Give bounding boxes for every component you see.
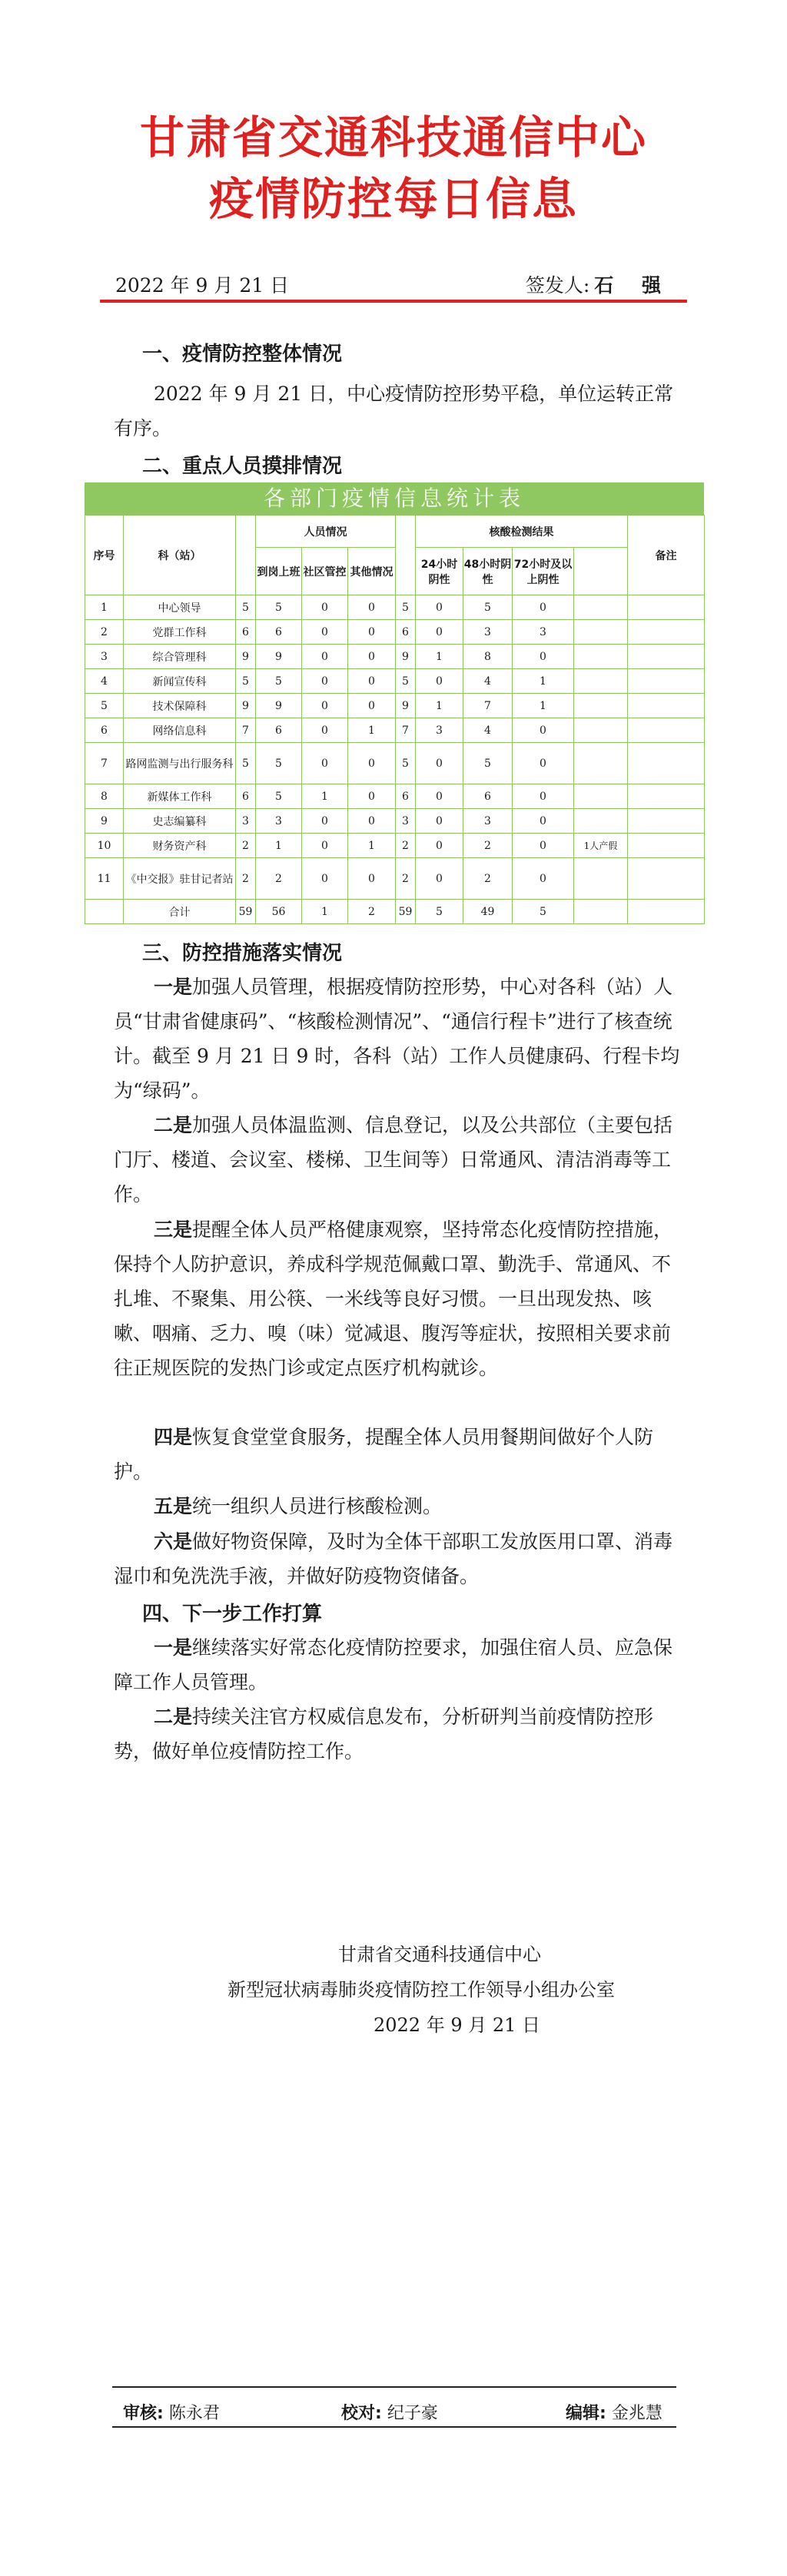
cell-community: 0 <box>302 694 348 718</box>
cell-total: 2 <box>236 834 256 858</box>
cell-total: 7 <box>236 718 256 743</box>
proof-name: 纪子豪 <box>387 2404 438 2423</box>
cell-h48: 5 <box>463 595 513 620</box>
cell-other: 0 <box>348 784 396 809</box>
cell-no: 2 <box>85 620 124 645</box>
cell-h72: 1 <box>513 694 574 718</box>
col-h48: 48小时阴性 <box>463 548 513 595</box>
lead-2: 二是 <box>154 1114 193 1136</box>
cell-community: 0 <box>302 595 348 620</box>
cell-h48: 3 <box>463 620 513 645</box>
lead-5: 五是 <box>154 1495 193 1517</box>
cell-no: 1 <box>85 595 124 620</box>
section-2-title: 二、重点人员摸排情况 <box>142 455 343 478</box>
cell-remark <box>574 620 628 645</box>
cell-remark <box>574 809 628 834</box>
cell-remark <box>574 784 628 809</box>
cell-onduty: 9 <box>256 645 302 669</box>
cell-other: 0 <box>348 595 396 620</box>
cell-no: 6 <box>85 718 124 743</box>
col-h72: 72小时及以上阴性 <box>513 548 574 595</box>
cell-pad <box>628 669 705 694</box>
cell-dept: 财务资产科 <box>124 834 236 858</box>
cell-total: 9 <box>236 694 256 718</box>
edit-label: 编辑: <box>566 2404 606 2423</box>
col-tested <box>396 516 416 595</box>
cell-h24: 0 <box>416 595 463 620</box>
cell-community: 0 <box>302 645 348 669</box>
cell-h48: 5 <box>463 743 513 784</box>
footer-edit <box>566 2400 662 2424</box>
cell-pad <box>628 743 705 784</box>
cell-h24: 0 <box>416 834 463 858</box>
table-row <box>85 694 705 718</box>
cell-h72: 0 <box>513 784 574 809</box>
cell-h72: 0 <box>513 595 574 620</box>
cell-community: 0 <box>302 809 348 834</box>
cell-h72: 0 <box>513 645 574 669</box>
cell-pad <box>628 858 705 900</box>
cell-no: 11 <box>85 858 124 900</box>
stats-table <box>85 482 704 924</box>
cell-h24: 0 <box>416 669 463 694</box>
cell-remark <box>574 669 628 694</box>
cell-h48: 3 <box>463 809 513 834</box>
cell-remark <box>574 694 628 718</box>
para-4-text: 恢复食堂堂食服务，提醒全体人员用餐期间做好个人防护。 <box>114 1426 654 1483</box>
table-row <box>85 645 705 669</box>
section-3-para-1 <box>114 970 682 1108</box>
table-row <box>85 834 705 858</box>
cell-h72: 3 <box>513 620 574 645</box>
cell-remark: 1人产假 <box>574 834 628 858</box>
table-total-row <box>85 900 705 924</box>
cell-h24: 0 <box>416 620 463 645</box>
cell-onduty: 5 <box>256 595 302 620</box>
cell-total: 3 <box>236 809 256 834</box>
cell-dept: 新闻宣传科 <box>124 669 236 694</box>
cell-tested: 6 <box>396 620 416 645</box>
footer-review <box>123 2400 220 2424</box>
cell-onduty: 5 <box>256 743 302 784</box>
table-row <box>85 718 705 743</box>
cell-pad <box>628 620 705 645</box>
footer-bottom-line <box>112 2426 676 2428</box>
cell-other: 0 <box>348 645 396 669</box>
doc-date: 2022 年 9 月 21 日 <box>115 274 290 297</box>
cell-community: 1 <box>302 784 348 809</box>
cell-no: 4 <box>85 669 124 694</box>
cell-h24: 1 <box>416 694 463 718</box>
table-row <box>85 595 705 620</box>
cell-tested: 59 <box>396 900 416 924</box>
cell-h24: 0 <box>416 743 463 784</box>
cell-no: 3 <box>85 645 124 669</box>
cell-pad <box>628 809 705 834</box>
cell-dept: 《中交报》驻甘记者站 <box>124 858 236 900</box>
cell-other: 0 <box>348 809 396 834</box>
col-test-group: 核酸检测结果 <box>416 516 628 548</box>
table-row <box>85 620 705 645</box>
cell-total: 6 <box>236 620 256 645</box>
section-3-title: 三、防控措施落实情况 <box>142 942 343 965</box>
para-2-text: 加强人员体温监测、信息登记，以及公共部位（主要包括门厅、楼道、会议室、楼梯、卫生间等）日常通风、清洁消毒等工作。 <box>114 1114 673 1205</box>
cell-h72: 1 <box>513 669 574 694</box>
cell-h24: 5 <box>416 900 463 924</box>
table-body <box>85 595 705 900</box>
cell-remark <box>574 858 628 900</box>
cell-h24: 0 <box>416 858 463 900</box>
cell-no: 5 <box>85 694 124 718</box>
cell-remark <box>574 645 628 669</box>
cell-total: 5 <box>236 743 256 784</box>
cell-onduty: 5 <box>256 669 302 694</box>
cell-h72: 0 <box>513 743 574 784</box>
cell-tested: 2 <box>396 858 416 900</box>
cell-h48: 2 <box>463 834 513 858</box>
cell-tested: 9 <box>396 694 416 718</box>
lead-4: 四是 <box>154 1426 193 1448</box>
edit-name: 金兆慧 <box>611 2404 662 2423</box>
footer-top-line <box>112 2386 676 2388</box>
cell-tested: 9 <box>396 645 416 669</box>
cell-other: 0 <box>348 669 396 694</box>
cell-other: 1 <box>348 718 396 743</box>
cell-pad <box>628 694 705 718</box>
section-4-para-1 <box>114 1630 682 1699</box>
para-5-text: 统一组织人员进行核酸检测。 <box>192 1495 443 1517</box>
cell-h24: 0 <box>416 784 463 809</box>
cell-h24: 1 <box>416 645 463 669</box>
section-3-para-5 <box>114 1489 682 1523</box>
issuer-name: 石 强 <box>594 274 672 297</box>
cell-onduty: 56 <box>256 900 302 924</box>
col-seq: 序号 <box>85 516 124 595</box>
table-row <box>85 669 705 694</box>
cell-remark <box>574 595 628 620</box>
table-row <box>85 743 705 784</box>
cell-pad <box>628 645 705 669</box>
section-4-para-2 <box>114 1699 682 1769</box>
section-3-para-2 <box>114 1108 682 1212</box>
section-3-para-3 <box>114 1212 682 1385</box>
cell-other: 2 <box>348 900 396 924</box>
col-community: 社区管控 <box>302 548 348 595</box>
cell-tested: 5 <box>396 669 416 694</box>
header-divider <box>100 300 687 303</box>
cell-remark <box>574 718 628 743</box>
cell-h48: 7 <box>463 694 513 718</box>
cell-community: 0 <box>302 718 348 743</box>
col-other: 其他情况 <box>348 548 396 595</box>
cell-dept: 路网监测与出行服务科 <box>124 743 236 784</box>
proof-label: 校对: <box>341 2404 382 2423</box>
cell-no: 8 <box>85 784 124 809</box>
cell-onduty: 6 <box>256 718 302 743</box>
col-h24: 24小时阴性 <box>416 548 463 595</box>
signature-office: 新型冠状病毒肺炎疫情防控工作领导小组办公室 <box>227 1979 615 2001</box>
cell-h48: 2 <box>463 858 513 900</box>
cell-other: 0 <box>348 694 396 718</box>
cell-h72: 5 <box>513 900 574 924</box>
cell-tested: 5 <box>396 743 416 784</box>
cell-remark <box>574 743 628 784</box>
cell-pad <box>628 834 705 858</box>
cell-h24: 3 <box>416 718 463 743</box>
para-8-text: 持续关注官方权威信息发布，分析研判当前疫情防控形势，做好单位疫情防控工作。 <box>114 1706 654 1762</box>
cell-pad <box>628 784 705 809</box>
lead-1: 一是 <box>154 976 193 998</box>
col-staff-group: 人员情况 <box>256 516 396 548</box>
issuer <box>526 270 672 298</box>
cell-tested: 5 <box>396 595 416 620</box>
cell-dept: 史志编纂科 <box>124 809 236 834</box>
section-4-title: 四、下一步工作打算 <box>142 1603 323 1626</box>
cell-remark <box>574 900 628 924</box>
cell-tested: 7 <box>396 718 416 743</box>
total-label: 合计 <box>124 900 236 924</box>
lead-8: 二是 <box>154 1706 193 1728</box>
cell-h48: 49 <box>463 900 513 924</box>
cell-h48: 8 <box>463 645 513 669</box>
table-row <box>85 858 705 900</box>
section-3-para-6 <box>114 1524 682 1593</box>
cell-other: 1 <box>348 834 396 858</box>
cell-pad <box>628 595 705 620</box>
issuer-label: 签发人: <box>525 274 590 297</box>
signature-date: 2022 年 9 月 21 日 <box>374 2014 541 2036</box>
cell-dept: 新媒体工作科 <box>124 784 236 809</box>
signature-org: 甘肃省交通科技通信中心 <box>338 1944 541 1965</box>
cell-total: 9 <box>236 645 256 669</box>
para-7-text: 继续落实好常态化疫情防控要求，加强住宿人员、应急保障工作人员管理。 <box>114 1636 673 1693</box>
para-3-text: 提醒全体人员严格健康观察，坚持常态化疫情防控措施，保持个人防护意识，养成科学规范佩戴口罩、勤洗手、常通风、不扎堆、不聚集、用公筷、一米线等良好习惯。一旦出现发热、咳嗽、咽痛、乏力、嗅（味）觉减退、腹泻等症状，按照相关要求前往正规医院的发热门诊或定点医疗机构就诊。 <box>114 1218 673 1379</box>
col-remark: 备注 <box>628 516 705 595</box>
cell-community: 0 <box>302 858 348 900</box>
cell-community: 1 <box>302 900 348 924</box>
cell-onduty: 3 <box>256 809 302 834</box>
cell-h72: 0 <box>513 834 574 858</box>
cell-onduty: 6 <box>256 620 302 645</box>
cell-total: 5 <box>236 669 256 694</box>
para-6-text: 做好物资保障，及时为全体干部职工发放医用口罩、消毒湿巾和免洗洗手液，并做好防疫物资储备。 <box>114 1530 673 1587</box>
cell-community: 0 <box>302 620 348 645</box>
cell-onduty: 2 <box>256 858 302 900</box>
cell-community: 0 <box>302 669 348 694</box>
cell-dept: 网络信息科 <box>124 718 236 743</box>
doc-title-line2: 疫情防控每日信息 <box>208 173 578 225</box>
cell-total: 59 <box>236 900 256 924</box>
review-label: 审核: <box>123 2404 164 2423</box>
cell-h72: 0 <box>513 858 574 900</box>
col-dept: 科（站） <box>124 516 236 595</box>
cell-h48: 4 <box>463 669 513 694</box>
para-1-text: 加强人员管理，根据疫情防控形势，中心对各科（站）人员“甘肃省健康码”、“核酸检测情况”、“通信行程卡”进行了核查统计。截至 9 月 21 日 9 时，各科（站）工作人员健康码、行程卡均为“绿码”。 <box>114 976 680 1102</box>
cell-total: 6 <box>236 784 256 809</box>
cell-dept: 中心领导 <box>124 595 236 620</box>
cell-h24: 0 <box>416 809 463 834</box>
cell-onduty: 1 <box>256 834 302 858</box>
table-row <box>85 809 705 834</box>
cell-community: 0 <box>302 834 348 858</box>
cell-pad <box>628 718 705 743</box>
cell-other: 0 <box>348 858 396 900</box>
cell-h72: 0 <box>513 718 574 743</box>
cell-onduty: 9 <box>256 694 302 718</box>
footer-proof <box>341 2400 438 2424</box>
cell-dept: 党群工作科 <box>124 620 236 645</box>
cell-community: 0 <box>302 743 348 784</box>
cell-no: 7 <box>85 743 124 784</box>
cell-onduty: 5 <box>256 784 302 809</box>
cell-h48: 4 <box>463 718 513 743</box>
cell-total: 5 <box>236 595 256 620</box>
cell-dept: 综合管理科 <box>124 645 236 669</box>
review-name: 陈永君 <box>168 2404 220 2423</box>
cell-other: 0 <box>348 620 396 645</box>
col-total <box>236 516 256 595</box>
lead-3: 三是 <box>154 1218 193 1241</box>
cell-tested: 2 <box>396 834 416 858</box>
lead-7: 一是 <box>154 1636 193 1659</box>
cell-no: 10 <box>85 834 124 858</box>
cell-h72: 0 <box>513 809 574 834</box>
lead-6: 六是 <box>154 1530 193 1553</box>
section-3-para-4 <box>114 1420 682 1489</box>
cell-total: 2 <box>236 858 256 900</box>
section-1-title: 一、疫情防控整体情况 <box>142 343 343 366</box>
col-onduty: 到岗上班 <box>256 548 302 595</box>
table-row <box>85 784 705 809</box>
cell-other: 0 <box>348 743 396 784</box>
cell-tested: 3 <box>396 809 416 834</box>
doc-title-line1: 甘肃省交通科技通信中心 <box>139 111 647 164</box>
cell-tested: 6 <box>396 784 416 809</box>
cell-dept: 技术保障科 <box>124 694 236 718</box>
cell-no: 9 <box>85 809 124 834</box>
cell-h48: 6 <box>463 784 513 809</box>
section-1-text: 2022 年 9 月 21 日，中心疫情防控形势平稳，单位运转正常有序。 <box>114 383 674 439</box>
table-title: 各部门疫情信息统计表 <box>85 482 704 515</box>
